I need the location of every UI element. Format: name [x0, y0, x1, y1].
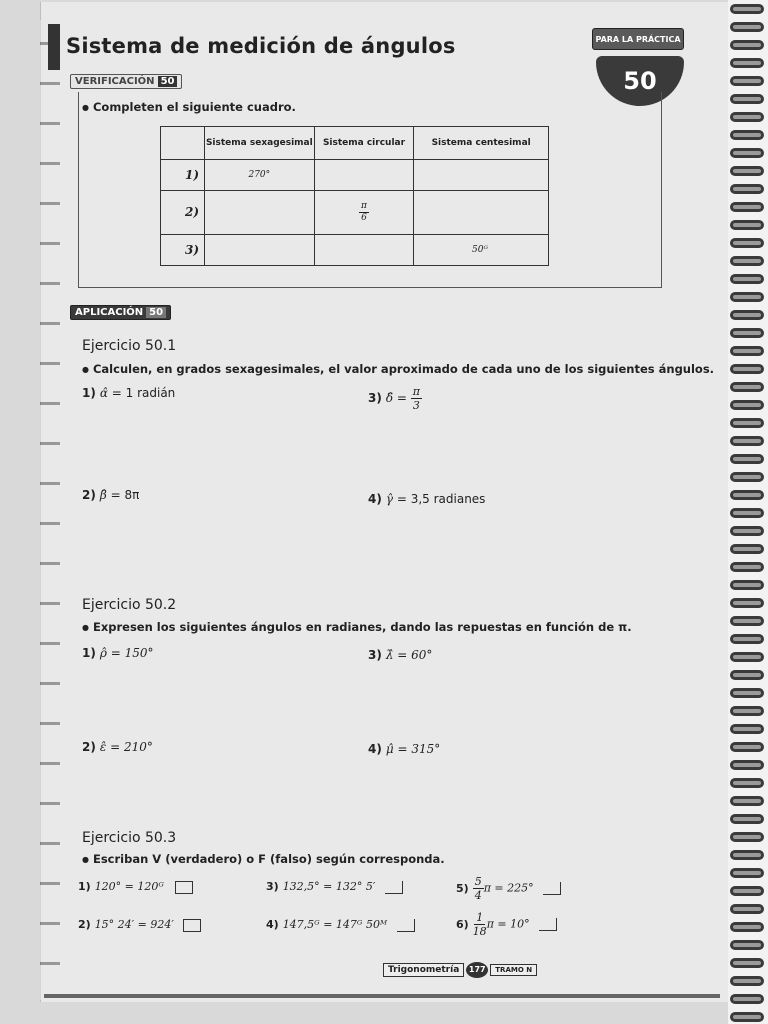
spiral-ring [730, 724, 764, 734]
page-title: Sistema de medición de ángulos [66, 34, 456, 58]
cell-sexagesimal[interactable]: 270° [204, 160, 314, 191]
spiral-ring [730, 634, 764, 644]
item-expression: = [393, 391, 411, 405]
fraction [473, 912, 487, 937]
exercise-instruction: ● Calculen, en grados sexagesimales, el valor aproximado de cada uno de los siguientes ángulos. [82, 362, 714, 376]
item-number: 4) [368, 742, 382, 756]
item-number: 1) [78, 880, 91, 893]
exercise-item [82, 386, 175, 400]
item-variable: β̂ [99, 488, 107, 502]
table-row [161, 190, 549, 235]
table-row [161, 235, 549, 266]
item-expression: λ̂ = 60° [385, 648, 433, 662]
spiral-ring [730, 364, 764, 374]
fraction-denominator: 3 [412, 399, 420, 412]
page-footer [383, 962, 537, 978]
vf-answer-box[interactable] [539, 918, 557, 931]
spiral-ring [730, 40, 764, 50]
exercise-item [82, 646, 154, 660]
exercise-item [368, 492, 485, 506]
spiral-ring [730, 886, 764, 896]
row-label: 1) [161, 160, 205, 191]
fraction-numerator: 5 [474, 875, 482, 888]
item-expression: ρ̂ = 150° [99, 646, 154, 660]
spiral-ring [730, 4, 764, 14]
item-expression: ε̂ = 210° [99, 740, 153, 754]
table-header-cell: Sistema circular [314, 127, 414, 160]
item-expression: 15° 24′ = 924′ [94, 918, 174, 931]
aplicacion-number: 50 [146, 307, 166, 318]
cell-centesimal[interactable] [414, 160, 549, 191]
page-number: 177 [466, 962, 488, 978]
spiral-ring [730, 796, 764, 806]
exercise-instruction: ● Expresen los siguientes ángulos en radianes, dando las repuestas en función de π. [82, 620, 632, 634]
item-variable: α̂ [99, 386, 108, 400]
badge-tab: PARA LA PRÁCTICA [592, 28, 684, 50]
spiral-ring [730, 904, 764, 914]
spiral-ring [730, 454, 764, 464]
item-expression: π = 225° [483, 881, 534, 895]
fraction-numerator: π [361, 200, 367, 211]
item-expression: = 8π [106, 488, 140, 502]
spiral-ring [730, 958, 764, 968]
vf-answer-box[interactable] [183, 919, 201, 932]
vf-item [456, 912, 557, 937]
spiral-ring [730, 472, 764, 482]
spiral-ring [730, 58, 764, 68]
verificacion-instruction: ● Completen el siguiente cuadro. [82, 100, 296, 114]
spiral-ring [730, 598, 764, 608]
fraction-numerator: 1 [476, 911, 484, 924]
spiral-ring [730, 220, 764, 230]
spiral-ring [730, 994, 764, 1004]
cell-circular[interactable] [314, 190, 414, 235]
item-number: 1) [82, 646, 96, 660]
spiral-ring [730, 76, 764, 86]
spiral-ring [730, 1012, 764, 1022]
fraction-denominator: 18 [472, 925, 487, 938]
spiral-ring [730, 418, 764, 428]
spiral-ring [730, 814, 764, 824]
spiral-ring [730, 616, 764, 626]
item-expression: = 1 radián [107, 386, 176, 400]
spiral-ring [730, 328, 764, 338]
verificacion-number: 50 [158, 76, 178, 87]
item-number: 2) [78, 918, 91, 931]
table-header-cell: Sistema centesimal [414, 127, 549, 160]
footer-tramo: TRAMO N [490, 964, 537, 976]
spiral-ring [730, 346, 764, 356]
vf-answer-box[interactable] [397, 919, 415, 932]
verificacion-text: VERIFICACIÓN [75, 76, 155, 87]
spiral-ring [730, 310, 764, 320]
item-number: 3) [266, 880, 279, 893]
spiral-ring [730, 94, 764, 104]
fraction [411, 386, 422, 411]
exercise-item [368, 648, 432, 662]
exercise-title: Ejercicio 50.3 [82, 830, 177, 846]
item-number: 6) [456, 917, 469, 931]
item-variable: δ̂ [385, 391, 394, 405]
cell-circular[interactable] [314, 160, 414, 191]
item-number: 5) [456, 881, 469, 895]
table-row [161, 160, 549, 191]
spiral-ring [730, 130, 764, 140]
spiral-ring [730, 292, 764, 302]
vf-item [266, 918, 415, 932]
item-number: 2) [82, 488, 96, 502]
exercise-item [368, 742, 440, 756]
fraction-denominator: 4 [474, 889, 482, 902]
item-number: 4) [368, 492, 382, 506]
exercise-item [82, 740, 153, 754]
spiral-ring [730, 274, 764, 284]
conversion-table [160, 126, 549, 266]
item-expression: μ̂ = 315° [385, 742, 441, 756]
exercise-instruction: ● Escriban V (verdadero) o F (falso) según corresponda. [82, 852, 445, 866]
spiral-ring [730, 202, 764, 212]
table-header-cell: Sistema sexagesimal [204, 127, 314, 160]
cell-centesimal[interactable]: 50ᴳ [414, 235, 549, 266]
vf-item [78, 880, 193, 894]
spiral-ring [730, 256, 764, 266]
vf-answer-box[interactable] [175, 881, 193, 894]
cell-circular[interactable] [314, 235, 414, 266]
cell-centesimal[interactable] [414, 190, 549, 235]
item-number: 3) [368, 391, 382, 405]
badge-number: 50 [596, 56, 684, 106]
item-expression: 120° = 120ᴳ [94, 880, 164, 893]
exercise-title: Ejercicio 50.1 [82, 338, 177, 354]
spiral-ring [730, 652, 764, 662]
cell-sexagesimal[interactable] [204, 190, 314, 235]
spiral-ring [730, 706, 764, 716]
item-variable: γ̂ [385, 492, 394, 506]
spiral-ring [730, 490, 764, 500]
footer-section: Trigonometría [383, 963, 464, 977]
exercise-item [82, 488, 139, 502]
spiral-ring [730, 238, 764, 248]
item-expression: 132,5° = 132° 5′ [282, 880, 376, 893]
vf-item [266, 880, 403, 894]
exercise-title: Ejercicio 50.2 [82, 597, 177, 613]
vf-answer-box[interactable] [385, 881, 403, 894]
table-header-cell [161, 127, 205, 160]
table-header-row [161, 127, 549, 160]
spiral-ring [730, 940, 764, 950]
spiral-ring [730, 760, 764, 770]
spiral-ring [730, 544, 764, 554]
spiral-ring [730, 184, 764, 194]
spiral-ring [730, 22, 764, 32]
spiral-ring [730, 976, 764, 986]
verificacion-label [70, 74, 182, 89]
row-label: 3) [161, 235, 205, 266]
title-marker [48, 24, 60, 70]
spiral-ring [730, 526, 764, 536]
vf-answer-box[interactable] [543, 882, 561, 895]
spiral-ring [730, 778, 764, 788]
fraction-denominator: 6 [361, 212, 367, 223]
aplicacion-label [70, 305, 171, 320]
vf-item [456, 876, 561, 901]
spiral-ring [730, 742, 764, 752]
item-expression: π = 10° [486, 917, 530, 931]
row-label: 2) [161, 190, 205, 235]
spiral-ring [730, 832, 764, 842]
item-expression: 147,5ᴳ = 147ᴳ 50ᴹ [282, 918, 388, 931]
item-expression: = 3,5 radianes [393, 492, 486, 506]
spiral-ring [730, 400, 764, 410]
vf-item [78, 918, 201, 932]
spiral-ring [730, 148, 764, 158]
spiral-ring [730, 508, 764, 518]
spiral-ring [730, 166, 764, 176]
spiral-ring [730, 382, 764, 392]
item-number: 1) [82, 386, 96, 400]
item-number: 3) [368, 648, 382, 662]
fraction-numerator: π [412, 385, 420, 398]
spiral-ring [730, 112, 764, 122]
fraction [359, 202, 369, 223]
spiral-ring [730, 436, 764, 446]
footer-rule [44, 994, 720, 998]
aplicacion-text: APLICACIÓN [75, 307, 144, 318]
spiral-ring [730, 670, 764, 680]
torn-margin [40, 20, 60, 1000]
spiral-ring [730, 580, 764, 590]
spiral-ring [730, 562, 764, 572]
item-number: 2) [82, 740, 96, 754]
fraction [473, 876, 484, 901]
spiral-ring [730, 922, 764, 932]
spiral-ring [730, 868, 764, 878]
item-number: 4) [266, 918, 279, 931]
exercise-item [368, 386, 422, 411]
cell-sexagesimal[interactable] [204, 235, 314, 266]
spiral-ring [730, 688, 764, 698]
spiral-binding [728, 0, 768, 1024]
spiral-ring [730, 850, 764, 860]
